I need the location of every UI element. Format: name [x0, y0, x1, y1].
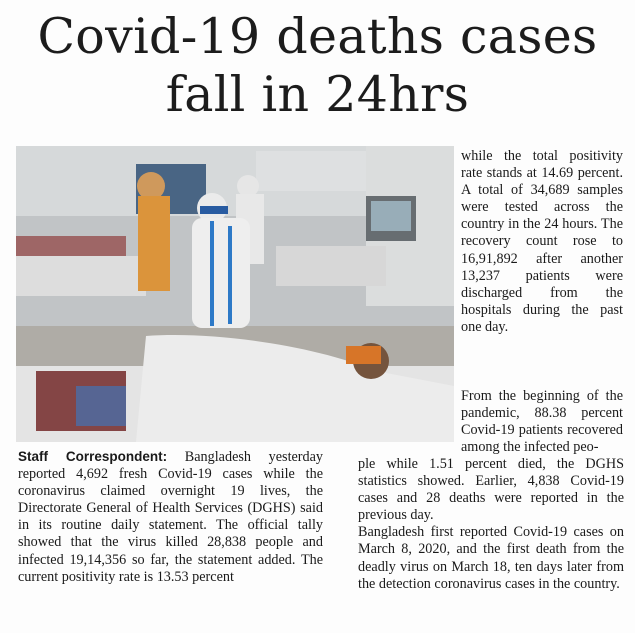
article-paragraph	[18, 448, 323, 586]
article-column-bottom-right	[358, 456, 624, 593]
headline-line-2: fall in 24hrs	[165, 66, 470, 123]
article-paragraph: ple while 1.51 percent died, the DGHS statistics showed. Earlier, 4,838 Covid-19 cases and 28 deaths were reported in the previous day.	[358, 456, 624, 524]
article-column-right	[461, 148, 623, 336]
article-column-right-continued	[461, 388, 623, 456]
headline-line-1: Covid-19 deaths cases	[37, 8, 598, 65]
hospital-ward-illustration	[16, 146, 454, 442]
article-paragraph: From the beginning of the pandemic, 88.38 percent Covid-19 patients recovered among the infected peo-	[461, 388, 623, 456]
article-paragraph: while the total positivity rate stands at 14.69 percent. A total of 34,689 samples were tested across the country in the 24 hours. The recovery count rose to 16,91,892 after another 13,237 patients were discharged from the hospitals during the past one day.	[461, 148, 623, 335]
lead-text: Bangladesh yesterday reported 4,692 fresh Covid-19 cases while the coronavirus claimed overnight 19 lives, the Directorate General of Health Services (DGHS) said in its routine daily statement. The official tally showed that the virus killed 28,838 people and infected 19,14,356 so far, the statement added. The current positivity rate is 13.53 percent	[18, 449, 324, 585]
headline	[0, 8, 635, 124]
article-paragraph: Bangladesh first reported Covid-19 cases on March 8, 2020, and the first death from the deadly virus on March 18, ten days later from the detection coronavirus cases in the country.	[358, 524, 624, 592]
news-photo	[16, 146, 454, 442]
byline: Staff Correspondent:	[18, 449, 168, 464]
article-lead	[18, 448, 323, 586]
